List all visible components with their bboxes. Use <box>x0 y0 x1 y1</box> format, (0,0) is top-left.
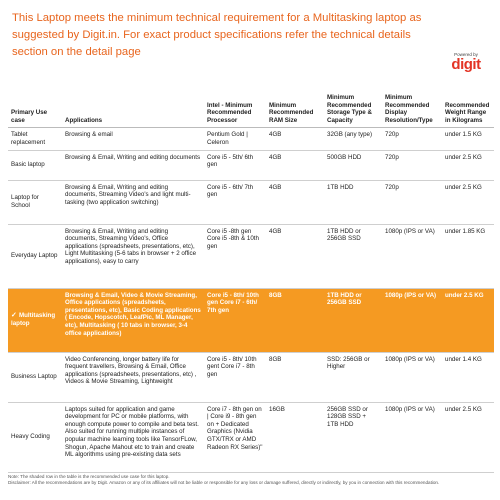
usecase-cell: Heavy Coding <box>11 433 50 441</box>
weight-cell: under 2.5 KG <box>445 405 482 413</box>
display-cell: 720p <box>385 183 399 191</box>
usecase-cell <box>8 288 62 352</box>
applications-cell: Browsing & Email, Writing and editing documents, Streaming Video's and light multi-tasking (two application switching) <box>65 183 191 206</box>
applications-cell: Video Conferencing, longer battery life for frequent travellers, Browsing & Email, Office applications (spreadsheets, presentations, etc) , Videos & Movie Streaming, Lightweight <box>65 355 197 386</box>
header <box>0 0 500 92</box>
column-header: Intel - Minimum Recommended Processor <box>207 101 253 124</box>
table-header-row <box>8 92 494 128</box>
applications-cell: Browsing & email <box>65 131 113 139</box>
storage-cell: 1TB HDD <box>327 183 354 191</box>
column-header: Minimum Recommended RAM Size <box>269 101 314 124</box>
digit-logo: digit <box>451 56 481 73</box>
usecase-cell: Everyday Laptop <box>11 252 58 260</box>
usecase-cell: Basic laptop <box>11 161 45 169</box>
table-row <box>8 150 494 180</box>
storage-cell: 1TB HDD or 256GB SSD <box>327 227 361 243</box>
usecase-cell: Tablet replacement <box>11 131 46 146</box>
weight-cell: under 2.5 KG <box>445 153 482 161</box>
ram-cell: 4GB <box>269 227 282 235</box>
weight-cell: under 2.5 KG <box>445 291 484 299</box>
applications-cell: Browsing & Email, Video & Movie Streaming, Office applications (spreadsheets, presentations, etc), Basic Coding applications ( Encode, Hopscotch, LeafPic, ML Manager, etc), Multitasking ( 10 tabs in browser, 3-4 office applications) <box>65 291 201 337</box>
ram-cell: 8GB <box>269 291 282 299</box>
weight-cell: under 1.85 KG <box>445 227 486 235</box>
footnote <box>8 474 496 486</box>
footnote-note: Note: The shaded row in the table is the recommended use case for this laptop. <box>8 474 170 479</box>
processor-cell: Core i5 - 5th/ 6th gen <box>207 153 254 169</box>
ram-cell: 4GB <box>269 131 282 139</box>
table-row <box>8 352 494 402</box>
applications-cell: Laptops suited for application and game development for PC or mobile platforms, with enough compute power to compile and beta test. Also suited for running multiple instances of popular machine learning tools like TensorFLow, Shogun, Apache Mahout etc to train and create ML algorithms using pre-existing data sets <box>65 405 199 459</box>
table-row <box>8 128 494 150</box>
display-cell: 720p <box>385 153 399 161</box>
applications-cell: Browsing & Email, Writing and editing documents <box>65 153 201 161</box>
processor-cell: Core i5 - 8th/ 10th gen Core i7 - 6th/ 7th gen <box>207 291 259 314</box>
checkmark-icon: ✓ <box>11 312 17 320</box>
column-header: Applications <box>65 116 103 124</box>
column-header: Minimum Recommended Display Resolution/Type <box>385 94 433 124</box>
recommendation-table <box>8 92 494 473</box>
weight-cell: under 1.5 KG <box>445 131 482 139</box>
storage-cell: 1TB HDD or 256GB SSD <box>327 291 362 307</box>
headline: This Laptop meets the minimum technical requirement for a Multitasking laptop as suggested by Digit.in. For exact product specifications refer the technical details section on the detail page <box>12 12 422 58</box>
processor-cell: Pentium Gold | Celeron <box>207 131 248 146</box>
column-header: Minimum Recommended Storage Type & Capacity <box>327 94 372 124</box>
storage-cell: SSD: 256GB or Higher <box>327 355 370 371</box>
storage-cell: 500GB HDD <box>327 153 362 161</box>
storage-cell: 256GB SSD or 128GB SSD + 1TB HDD <box>327 405 368 428</box>
display-cell: 720p <box>385 131 399 139</box>
display-cell: 1080p (IPS or VA) <box>385 355 435 363</box>
weight-cell: under 1.4 KG <box>445 355 482 363</box>
table-row <box>8 180 494 224</box>
weight-cell: under 2.5 KG <box>445 183 482 191</box>
usecase-cell: Laptop for School <box>11 194 39 210</box>
display-cell: 1080p (IPS or VA) <box>385 405 435 413</box>
usecase-cell: Business Laptop <box>11 373 57 381</box>
table-row <box>8 224 494 288</box>
powered-by-label: Powered by <box>454 52 478 57</box>
processor-cell: Core i5 -8th gen Core i5 -8th & 10th gen <box>207 227 259 250</box>
applications-cell: Browsing & Email, Writing and editing documents, Streaming Video's, Office applications (spreadsheets, presentations, etc), Light Multitasking (5-6 tabs in browser + 2 office applications), easy to carry <box>65 227 197 265</box>
ram-cell: 8GB <box>269 355 282 363</box>
processor-cell: Core i5 - 8th/ 10th gent Core i7 - 8th gen <box>207 355 257 378</box>
display-cell: 1080p (IPS or VA) <box>385 291 437 299</box>
powered-by-digit <box>446 52 486 73</box>
ram-cell: 4GB <box>269 153 282 161</box>
ram-cell: 4GB <box>269 183 282 191</box>
display-cell: 1080p (IPS or VA) <box>385 227 435 235</box>
table-row-highlighted <box>8 288 494 352</box>
usecase-label: Multitasking laptop <box>11 312 56 328</box>
table-row <box>8 402 494 472</box>
processor-cell: Core i7 - 8th gen on | Core i9 - 8th gen on + Dedicated Graphics (Nvidia GTX/TRX or AMD Radeon RX Series)" <box>207 405 263 451</box>
column-header: Primary Use case <box>11 109 48 124</box>
footnote-disclaimer: Disclaimer: All the recommendations are by Digit. Amazon or any of its affiliates will not be liable or responsible for any loss or damage suffered, directly or indirectly, by you in connection with this recommendation. <box>8 480 440 485</box>
storage-cell: 32GB (any type) <box>327 131 373 139</box>
column-header: Recommended Weight Range in Kilograms <box>445 101 490 124</box>
ram-cell: 16GB <box>269 405 285 413</box>
processor-cell: Core i5 - 6th/ 7th gen <box>207 183 254 199</box>
